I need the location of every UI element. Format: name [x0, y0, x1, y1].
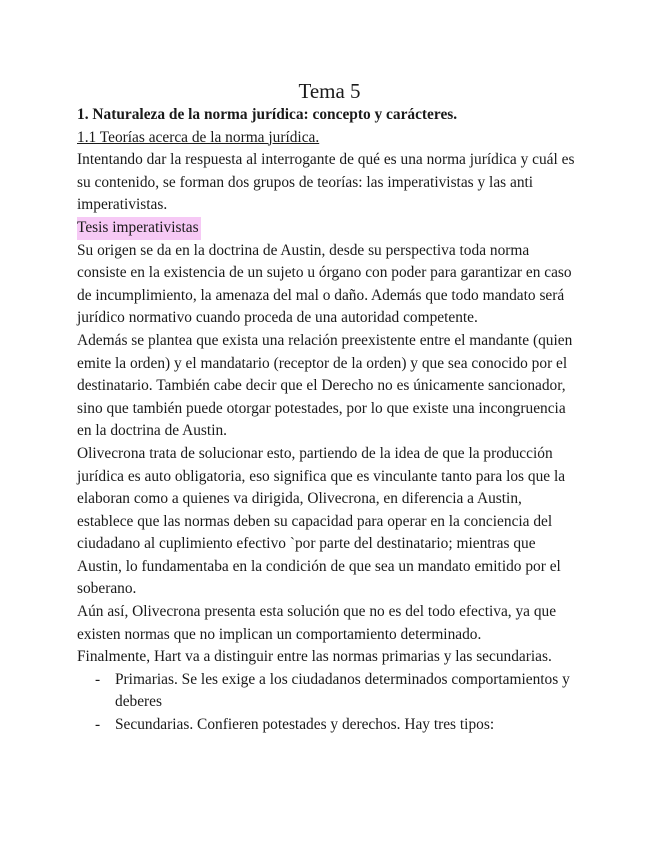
list-item — [77, 669, 582, 714]
norms-list — [77, 669, 582, 737]
body-paragraph: Además se plantea que exista una relación preexistente entre el mandante (quien emite la orden) y el mandatario (receptor de la orden) y que sea conocido por el destinatario. También cabe decir que el Derecho no es únicamente sancionador, sino que también puede otorgar potestades, por lo que existe una incongruencia en la doctrina de Austin. — [77, 331, 573, 440]
body-paragraph: Su origen se da en la doctrina de Austin, desde su perspectiva toda norma consiste en la existencia de un sujeto u órgano con poder para garantizar en caso de incumplimiento, la amenaza del mal o daño. Además que todo mandato será jurídico normativo cuando proceda de una autoridad competente. — [77, 241, 572, 327]
list-item — [77, 714, 582, 737]
section-heading: 1. Naturaleza de la norma jurídica: concepto y carácteres. — [77, 106, 458, 123]
page-title: Tema 5 — [298, 79, 361, 103]
subsection-heading: 1.1 Teorías acerca de la norma jurídica. — [77, 128, 320, 146]
list-item-text: Primarias. Se les exige a los ciudadanos determinados comportamientos y deberes — [115, 670, 570, 711]
highlighted-heading: Tesis imperativistas — [77, 217, 201, 240]
body-paragraph: Aún así, Olivecrona presenta esta solución que no es del todo efectiva, ya que existen normas que no implican un comportamiento determinado. — [77, 603, 557, 643]
intro-paragraph: Intentando dar la respuesta al interrogante de qué es una norma jurídica y cuál es su contenido, se forman dos grupos de teorías: las imperativistas y las anti imperativistas. — [77, 151, 575, 214]
body-paragraph: Olivecrona trata de solucionar esto, partiendo de la idea de que la producción jurídica es auto obligatoria, eso significa que es vinculante tanto para los que la elaboran como a quienes va dirigida, Olivecrona, en diferencia a Austin, establece que las normas deben su capacidad para operar en la conciencia del ciudadano al cuplimiento efectivo `por parte del destinatario; mientras que Austin, lo fundamentaba en la condición de que sea un mandato emitido por el soberano. — [77, 444, 566, 598]
body-paragraph: Finalmente, Hart va a distinguir entre las normas primarias y las secundarias. — [77, 648, 552, 666]
list-item-text: Secundarias. Confieren potestades y derechos. Hay tres tipos: — [115, 716, 495, 734]
document-page — [77, 78, 582, 737]
dash-bullet: - — [95, 670, 101, 688]
dash-bullet: - — [95, 716, 101, 734]
